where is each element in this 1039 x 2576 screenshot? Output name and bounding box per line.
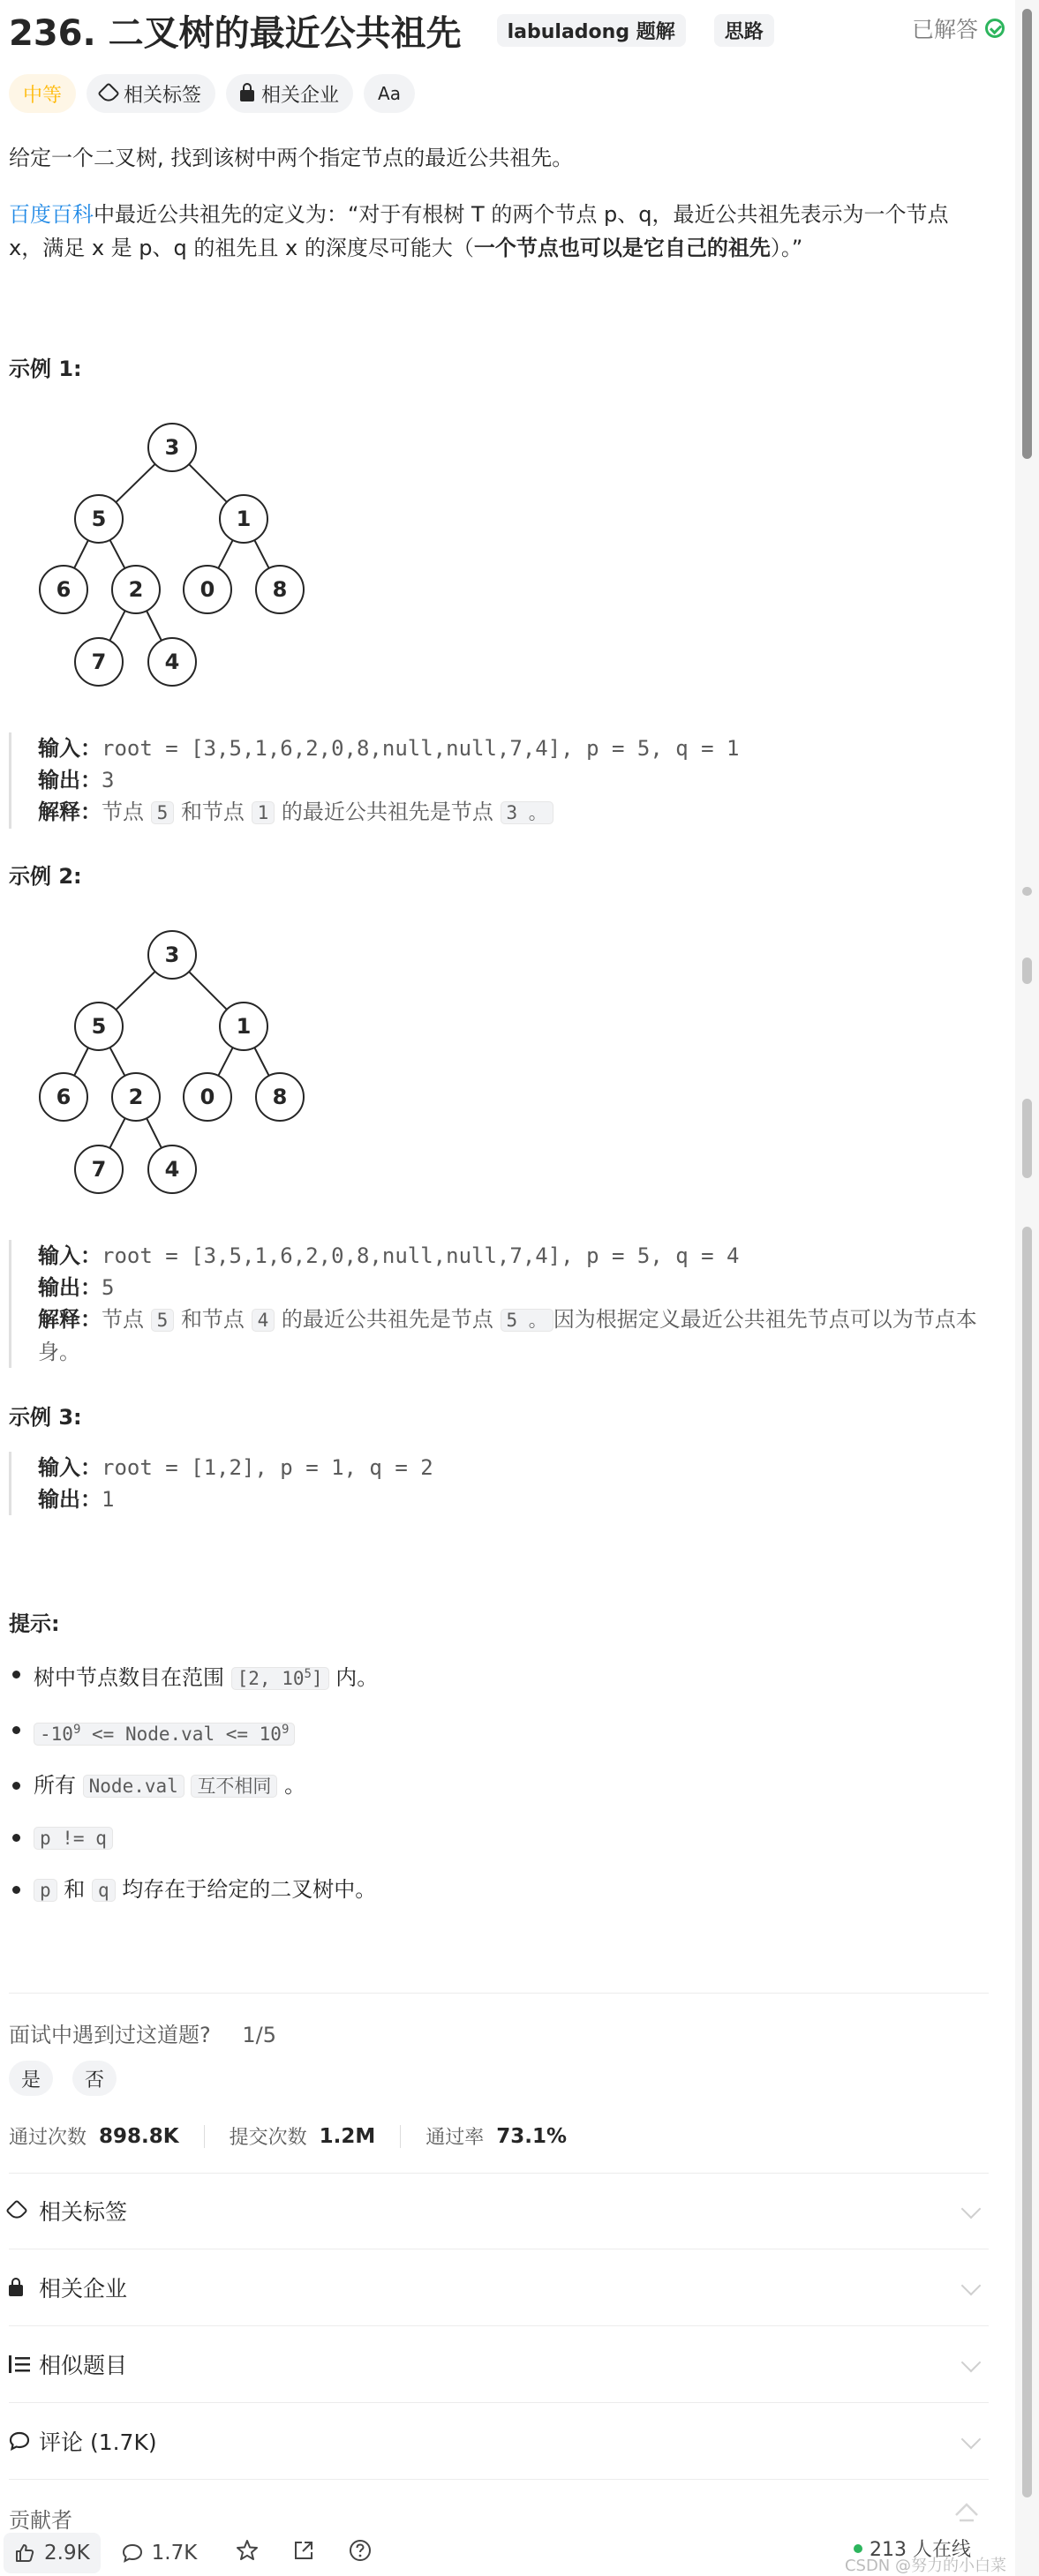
lock-icon [9, 2279, 39, 2296]
explain-c: 的最近公共祖先是节点 [281, 1307, 493, 1332]
hint5-b: 均存在于给定的二叉树中。 [122, 1877, 377, 1902]
rate-value: 73.1% [496, 2124, 568, 2148]
tag-icon [97, 82, 119, 104]
divider [9, 2325, 989, 2326]
explain-d: 因为根据定义最近公共祖先节点可以为节点本身。 [38, 1307, 977, 1364]
explain-a: 节点 [102, 1307, 144, 1332]
input-label: 输入： [38, 1243, 102, 1268]
tree-node-label: 6 [56, 577, 72, 602]
example2-block [9, 1240, 991, 1368]
related-tags-label: 相关标签 [124, 84, 202, 107]
section-related-tags-label: 相关标签 [39, 2199, 128, 2225]
problem-title[interactable]: 236. 二叉树的最近公共祖先 [9, 12, 462, 54]
divider [9, 2173, 989, 2174]
contributors-icon [952, 2497, 982, 2527]
help-button[interactable] [349, 2539, 372, 2567]
explain-a: 节点 [102, 800, 144, 824]
hint2-code [34, 1723, 295, 1746]
output-label: 输出： [38, 1487, 102, 1512]
tree-node-label: 2 [128, 1085, 144, 1109]
hint1-sup: 5 [304, 1667, 312, 1681]
hint3-a: 所有 [34, 1773, 76, 1798]
related-tags-button[interactable] [87, 74, 215, 113]
section-similar[interactable] [9, 2338, 989, 2391]
explain-node3: 3 。 [501, 801, 553, 824]
thinking-chip[interactable]: 思路 [714, 14, 774, 47]
example1-tree [26, 415, 344, 715]
tree-node [220, 495, 267, 543]
hint-item [9, 1769, 989, 1803]
related-companies-button[interactable] [226, 74, 353, 113]
scrollbar[interactable] [1015, 0, 1039, 2576]
tree-node [148, 638, 196, 686]
example1-heading: 示例 1: [9, 357, 82, 381]
divider [9, 1993, 989, 1994]
tree-node [112, 566, 160, 613]
accepted-label: 通过次数 [9, 2127, 87, 2149]
comment-icon [122, 2542, 143, 2564]
scrollbar-mark [1022, 887, 1032, 896]
hints-heading: 提示: [9, 1611, 60, 1636]
like-count: 2.9K [44, 2541, 90, 2565]
section-similar-label: 相似题目 [39, 2353, 128, 2378]
explain-c: 的最近公共祖先是节点 [281, 800, 493, 824]
description-line1: 给定一个二叉树, 找到该树中两个指定节点的最近公共祖先。 [9, 146, 574, 170]
hint-item [9, 1873, 989, 1907]
baidu-link[interactable]: 百度百科 [9, 202, 94, 227]
list-icon-svg [9, 2354, 30, 2374]
input-label: 输入： [38, 736, 102, 761]
section-comments-label: 评论 (1.7K) [39, 2430, 157, 2455]
explain-node3: 5 。 [501, 1309, 553, 1332]
output-value: 5 [102, 1275, 115, 1300]
comment-icon [9, 2430, 39, 2452]
share-button[interactable] [292, 2539, 315, 2567]
hint5-a: 和 [64, 1877, 86, 1902]
no-button[interactable]: 否 [72, 2061, 117, 2096]
interview-count: 1/5 [242, 2023, 277, 2047]
tree-node-label: 8 [272, 577, 288, 602]
tree-node [40, 566, 87, 613]
definition-end: ）。” [770, 236, 803, 260]
explain-node2: 4 [252, 1309, 275, 1332]
solved-label: 已解答 [911, 17, 978, 42]
tree-node [184, 566, 231, 613]
output-value: 3 [102, 768, 115, 792]
chevron-down-icon [961, 2276, 982, 2296]
tree-node [184, 1073, 231, 1121]
tree-node [256, 1073, 304, 1121]
tree-node [148, 1145, 196, 1193]
comment-count: 1.7K [151, 2541, 198, 2565]
hint5-code2: q [92, 1879, 116, 1902]
hint1-code-a: [2, 10 [237, 1668, 305, 1689]
interview-answers [9, 2061, 117, 2096]
tree-node-label: 7 [91, 650, 107, 674]
section-comments[interactable] [9, 2415, 989, 2467]
submissions-value: 1.2M [319, 2124, 376, 2148]
hints-list [9, 1657, 989, 1925]
rate-label: 通过率 [425, 2127, 485, 2149]
input-value: root = [3,5,1,6,2,0,8,null,null,7,4], p = 5, q = 4 [102, 1243, 740, 1268]
hint2-sup1: 9 [72, 1723, 81, 1737]
check-circle-icon [985, 19, 1005, 38]
tags-row [9, 74, 415, 113]
thumbs-up-icon [14, 2542, 35, 2564]
tree-node [75, 1145, 123, 1193]
contributors-label: 贡献者 [9, 2508, 72, 2533]
interview-question-text: 面试中遇到过这道题? [9, 2023, 211, 2047]
definition-text: 中最近公共祖先的定义为：“对于有根树 T 的两个节点 p、q，最近公共祖先表示为一个节点 x，满足 x 是 p、q 的祖先且 x 的深度尽可能大（ [9, 202, 949, 260]
tree-node [75, 495, 123, 543]
stats-separator [204, 2125, 205, 2148]
hint-item [9, 1657, 989, 1695]
scrollbar-track-section [1022, 1227, 1032, 2497]
tree-node [75, 1003, 123, 1050]
comments-button[interactable] [122, 2542, 198, 2565]
tree-node [148, 931, 196, 979]
hint4-code: p != q [34, 1827, 113, 1850]
solved-status [912, 12, 1005, 44]
output-label: 输出： [38, 768, 102, 792]
hint5-code1: p [34, 1879, 57, 1902]
hint-item [9, 1821, 989, 1855]
chevron-down-icon [961, 2199, 982, 2219]
section-related-companies[interactable] [9, 2261, 989, 2314]
hint1-text: 树中节点数目在范围 [34, 1665, 224, 1690]
tree-node-label: 5 [91, 1014, 107, 1039]
example1-block [9, 732, 991, 829]
related-companies-label: 相关企业 [261, 84, 340, 107]
lock-icon [240, 90, 254, 101]
watermark: CSDN @努力的小白菜 [844, 2557, 1006, 2575]
section-related-tags[interactable] [9, 2184, 989, 2237]
tree-node-label: 7 [91, 1157, 107, 1182]
tree-node-label: 3 [164, 435, 180, 460]
translate-icon: Aa [378, 83, 401, 104]
chevron-down-icon [961, 2430, 982, 2450]
tree-node-label: 8 [272, 1085, 288, 1109]
solution-chip[interactable]: labuladong 题解 [497, 14, 686, 47]
hint2-b: <= Node.val <= 10 [80, 1724, 282, 1745]
explain-label: 解释： [38, 800, 102, 824]
tree-node-label: 1 [236, 507, 252, 531]
scrollbar-mark [1022, 1099, 1032, 1178]
tree-node-label: 6 [56, 1085, 72, 1109]
explain-node1: 5 [151, 801, 175, 824]
online-count: 213 人在线 [870, 2539, 971, 2561]
accepted-value: 898.8K [99, 2124, 179, 2148]
difficulty-badge: 中等 [9, 74, 76, 113]
description-definition [9, 198, 989, 265]
divider [9, 2479, 989, 2480]
title-row [9, 5, 998, 55]
chevron-down-icon [961, 2353, 982, 2373]
tree-node-label: 0 [200, 1085, 215, 1109]
tree-node-label: 2 [128, 577, 144, 602]
hint3-code2: 互不相同 [191, 1775, 277, 1798]
hint1-code [231, 1667, 329, 1690]
stats-separator [400, 2125, 401, 2148]
explain-b: 和节点 [180, 800, 245, 824]
hint-item [9, 1713, 989, 1751]
comment-icon-svg [9, 2430, 30, 2452]
tree-node-label: 3 [164, 943, 180, 967]
tree-node [112, 1073, 160, 1121]
tree-node [40, 1073, 87, 1121]
divider [9, 2402, 989, 2403]
hint2-sup2: 9 [281, 1723, 290, 1737]
tag-icon [9, 2203, 39, 2219]
tree-node [256, 566, 304, 613]
tree-node-label: 1 [236, 1014, 252, 1039]
scrollbar-mark [1022, 958, 1032, 984]
example3-heading: 示例 3: [9, 1405, 82, 1430]
list-icon [9, 2354, 39, 2374]
explain-node2: 1 [252, 801, 275, 824]
scrollbar-thumb[interactable] [1022, 9, 1032, 459]
explain-b: 和节点 [180, 1307, 245, 1332]
translate-button[interactable] [364, 74, 415, 113]
hint1-code-end: ] [311, 1668, 323, 1689]
example2-heading: 示例 2: [9, 864, 82, 889]
hint1-end: 内。 [335, 1665, 379, 1690]
stats-row [9, 2122, 567, 2150]
example3-block [9, 1452, 991, 1515]
input-value: root = [3,5,1,6,2,0,8,null,null,7,4], p = 5, q = 1 [102, 736, 740, 761]
tree-node [75, 638, 123, 686]
output-label: 输出： [38, 1275, 102, 1300]
interview-question [9, 2017, 276, 2048]
input-value: root = [1,2], p = 1, q = 2 [102, 1455, 433, 1480]
star-icon [236, 2539, 259, 2562]
hint2-a: -10 [40, 1724, 73, 1745]
submissions-label: 提交次数 [229, 2127, 307, 2149]
tree-node-label: 5 [91, 507, 107, 531]
explain-label: 解释： [38, 1307, 102, 1332]
definition-bold: 一个节点也可以是它自己的祖先 [473, 236, 771, 260]
tree-node-label: 0 [200, 577, 215, 602]
explain-node1: 5 [151, 1309, 175, 1332]
input-label: 输入： [38, 1455, 102, 1480]
section-related-companies-label: 相关企业 [39, 2276, 128, 2302]
tree-node [220, 1003, 267, 1050]
like-button[interactable] [4, 2533, 101, 2573]
hint3-b: 。 [284, 1773, 306, 1798]
output-value: 1 [102, 1487, 115, 1512]
tree-node-label: 4 [164, 1157, 180, 1182]
help-icon [349, 2539, 372, 2562]
star-button[interactable] [236, 2539, 259, 2567]
share-icon [292, 2539, 315, 2562]
example2-tree [26, 922, 344, 1222]
online-dot-icon [854, 2544, 862, 2553]
yes-button[interactable]: 是 [9, 2061, 53, 2096]
tree-node [148, 424, 196, 471]
tree-node-label: 4 [164, 650, 180, 674]
hint3-code1: Node.val [83, 1775, 184, 1798]
